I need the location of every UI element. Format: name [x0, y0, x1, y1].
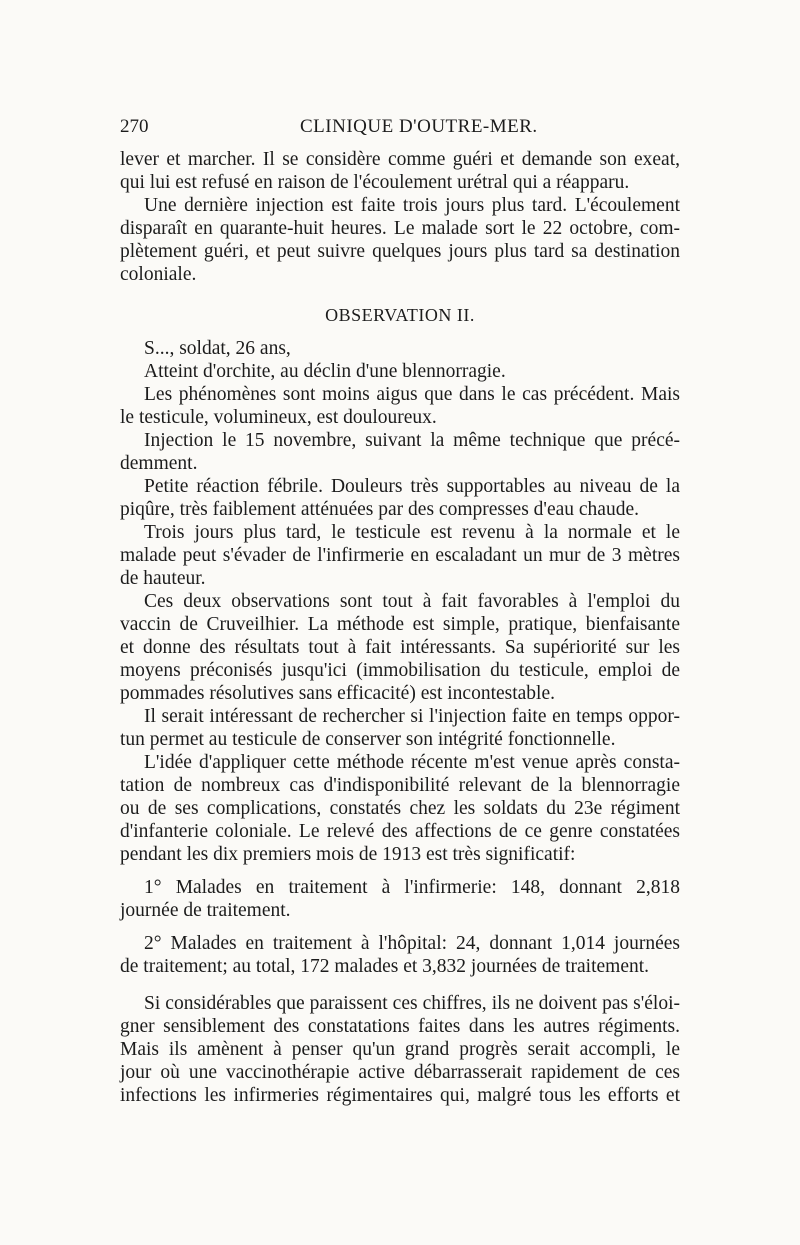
- text-line: moyens préconisés jusqu'ici (immobilisation du testicule, emploi de: [120, 660, 680, 681]
- text-line: gner sensiblement des constatations faites dans les autres régiments.: [120, 1016, 680, 1037]
- text-line: vaccin de Cruveilhier. La méthode est simple, pratique, bienfaisante: [120, 614, 680, 635]
- paragraph: [120, 590, 680, 705]
- text-line: L'idée d'appliquer cette méthode récente m'est venue après consta-: [144, 752, 680, 773]
- text-line: plètement guéri, et peut suivre quelques jours plus tard sa destination: [120, 241, 680, 262]
- running-title: CLINIQUE D'OUTRE-MER.: [300, 116, 538, 137]
- text-line: jour où une vaccinothérapie active débarrasserait rapidement de ces: [120, 1062, 680, 1083]
- text-line: Petite réaction fébrile. Douleurs très supportables au niveau de la: [144, 476, 680, 497]
- paragraph: [120, 475, 680, 521]
- paragraph: [120, 383, 680, 429]
- text-line: d'infanterie coloniale. Le relevé des affections de ce genre constatées: [120, 821, 680, 842]
- text-line: pendant les dix premiers mois de 1913 est très significatif:: [120, 844, 576, 865]
- text-line: de hauteur.: [120, 568, 206, 589]
- paragraph: [120, 360, 680, 383]
- text-line: et donne des résultats tout à fait intéressants. Sa supériorité sur les: [120, 637, 680, 658]
- text-line: Mais ils amènent à penser qu'un grand progrès serait accompli, le: [120, 1039, 680, 1060]
- text-line: Injection le 15 novembre, suivant la même technique que précé-: [144, 430, 680, 451]
- section-heading: OBSERVATION II.: [325, 305, 475, 325]
- text-line: 2° Malades en traitement à l'hôpital: 24, donnant 1,014 journées: [144, 933, 680, 954]
- text-line: le testicule, volumineux, est douloureux.: [120, 407, 437, 428]
- text-line: Trois jours plus tard, le testicule est revenu à la normale et le: [144, 522, 680, 543]
- text-line: S..., soldat, 26 ans,: [144, 338, 291, 359]
- text-line: journée de traitement.: [120, 900, 291, 921]
- paragraph: [120, 337, 680, 360]
- text-line: coloniale.: [120, 264, 197, 285]
- paragraph: [120, 148, 680, 194]
- text-line: disparaît en quarante-huit heures. Le malade sort le 22 octobre, com-: [120, 218, 680, 239]
- paragraph: [120, 705, 680, 751]
- text-line: Atteint d'orchite, au déclin d'une blennorragie.: [144, 361, 506, 382]
- text-line: Ces deux observations sont tout à fait favorables à l'emploi du: [144, 591, 680, 612]
- text-line: tun permet au testicule de conserver son intégrité fonctionnelle.: [120, 729, 616, 750]
- paragraph: [120, 194, 680, 286]
- text-line: de traitement; au total, 172 malades et 3,832 journées de traitement.: [120, 956, 650, 977]
- paragraph: [120, 521, 680, 590]
- text-line: qui lui est refusé en raison de l'écoulement urétral qui a réapparu.: [120, 172, 630, 193]
- text-line: Si considérables que paraissent ces chiffres, ils ne doivent pas s'éloi-: [144, 993, 680, 1014]
- text-line: pommades résolutives sans efficacité) est incontestable.: [120, 683, 555, 704]
- text-line: infections les infirmeries régimentaires qui, malgré tous les efforts et: [120, 1085, 680, 1106]
- body-text: [120, 148, 680, 1107]
- text-line: ou de ses complications, constatés chez les soldats du 23e régiment: [120, 798, 680, 819]
- text-line: 1° Malades en traitement à l'infirmerie: 148, donnant 2,818: [144, 877, 680, 898]
- paragraph: [120, 751, 680, 866]
- text-line: Une dernière injection est faite trois jours plus tard. L'écoulement: [144, 195, 680, 216]
- text-line: Il serait intéressant de rechercher si l'injection faite en temps oppor-: [144, 706, 680, 727]
- text-line: lever et marcher. Il se considère comme guéri et demande son exeat,: [120, 149, 680, 170]
- text-line: Les phénomènes sont moins aigus que dans le cas précédent. Mais: [144, 384, 680, 405]
- text-line: tation de nombreux cas d'indisponibilité relevant de la blennorragie: [120, 775, 680, 796]
- text-line: demment.: [120, 453, 198, 474]
- paragraph: [120, 429, 680, 475]
- text-line: piqûre, très faiblement atténuées par des compresses d'eau chaude.: [120, 499, 639, 520]
- list-item: [120, 876, 680, 922]
- list-item: [120, 932, 680, 978]
- paragraph: [120, 992, 680, 1107]
- text-line: malade peut s'évader de l'infirmerie en escaladant un mur de 3 mètres: [120, 545, 680, 566]
- page-number: 270: [120, 116, 149, 137]
